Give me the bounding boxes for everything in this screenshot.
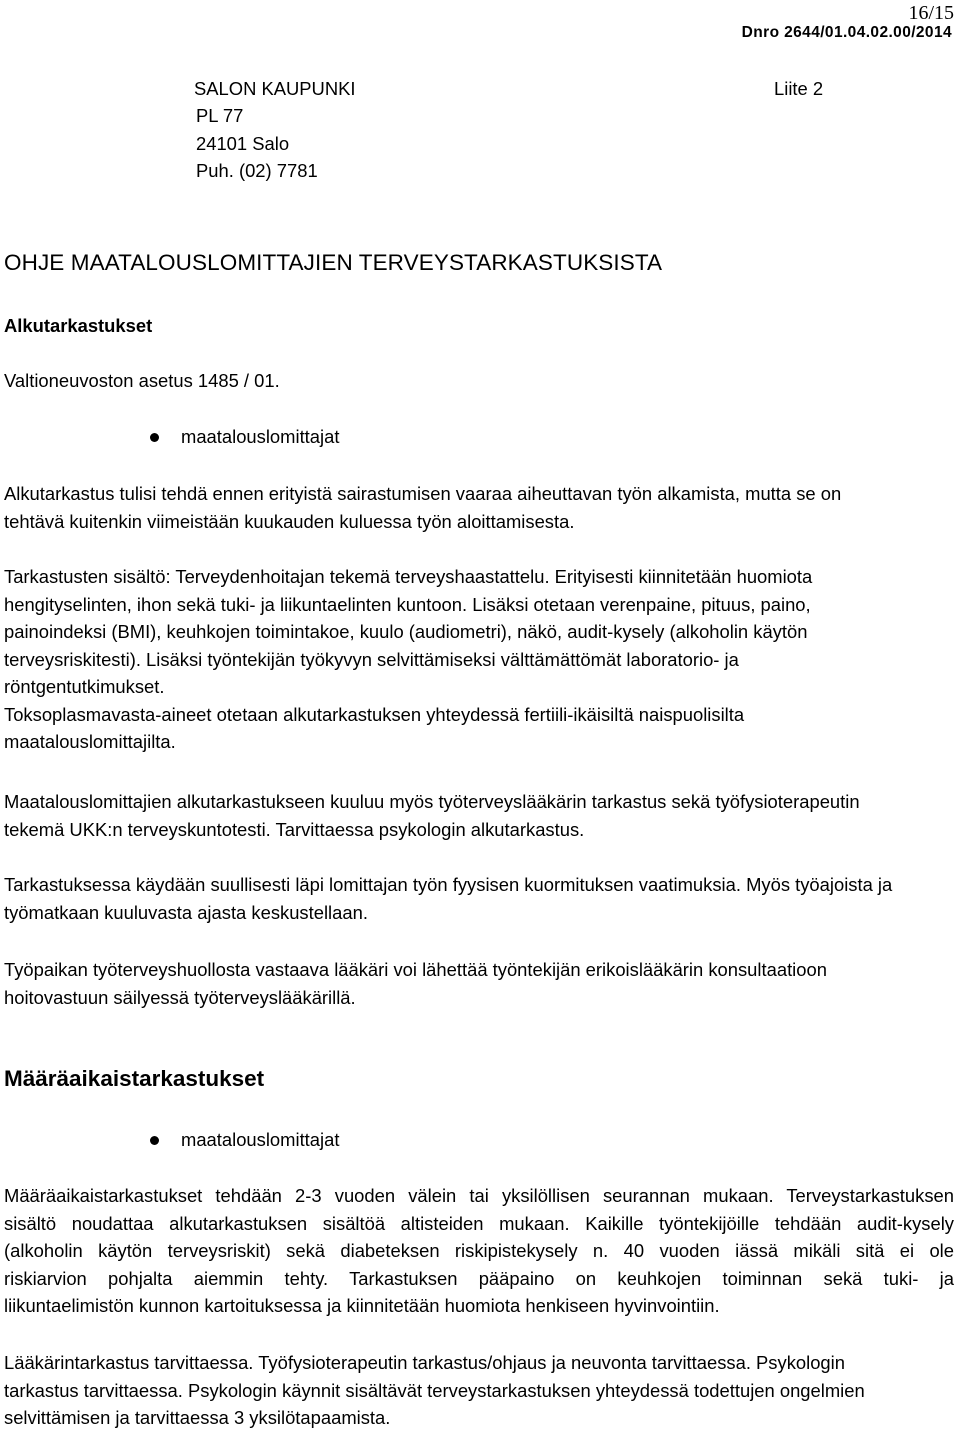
text-line: selvittämisen ja tarvittaessa 3 yksilötapaamista. [4,1407,391,1428]
paragraph [4,563,954,756]
text-line: Työpaikan työterveyshuollosta vastaava lääkäri voi lähettää työntekijän erikoislääkärin konsultaatioon [4,959,827,980]
paragraph [4,871,954,926]
text-line: terveysriskitesti). Lisäksi työntekijän työkyvyn selvittämiseksi välttämättömät laboratorio- ja [4,648,739,670]
text-line: tarkastus tarvittaessa. Psykologin käynnit sisältävät terveystarkastuksen yhteydessä todettujen ongelmien [4,1379,865,1401]
text-line: painoindeksi (BMI), keuhkojen toimintakoe, kuulo (audiometri), näkö, audit-kysely (alkoholin käytön [4,621,808,642]
text-line: liikuntaelimistön kunnon kartoituksessa ja kiinnitetään huomiota henkiseen hyvinvointiin. [4,1295,720,1316]
text-line: (alkoholin käytön terveysriskit) sekä diabeteksen riskipistekysely n. 40 vuoden iässä mikäli sitä ei ole [4,1240,954,1261]
document-title: OHJE MAATALOUSLOMITTAJIEN TERVEYSTARKASTUKSISTA [4,250,663,275]
text-line: Tarkastusten sisältö: Terveydenhoitajan tekemä terveyshaastattelu. Erityisesti kiinnitetään huomiota [4,566,813,587]
bullet-item: maatalouslomittajat [181,1129,340,1150]
text-line: Tarkastuksessa käydään suullisesti läpi lomittajan työn fyysisen kuormituksen vaatimuksia. Myös työajoista ja [4,874,893,895]
text-line: työmatkaan kuuluvasta ajasta keskustellaan. [4,901,368,923]
po-box: PL 77 [196,105,244,126]
paragraph [4,1349,954,1432]
phone-number: Puh. (02) 7781 [196,160,318,181]
text-line: maatalouslomittajilta. [4,731,176,752]
text-line: Alkutarkastus tulisi tehdä ennen erityistä sairastumisen vaaraa aiheuttavan työn alkamista, mutta se on [4,483,842,504]
text-line: tekemä UKK:n terveyskuntotesti. Tarvittaessa psykologin alkutarkastus. [4,818,585,840]
text-line: Määräaikaistarkastukset tehdään 2-3 vuoden välein tai yksilöllisen seurannan mukaan. Terveystarkastuksen [4,1185,954,1206]
text-line: sisältö noudattaa alkutarkastuksen sisältöä altisteiden mukaan. Kaikille työntekijöille tehdään audit-kysely [4,1212,954,1234]
page-number: 16/15 [908,2,954,24]
section-heading-periodic: Määräaikaistarkastukset [4,1066,265,1091]
text-line: tehtävä kuitenkin viimeistään kuukauden kuluessa työn aloittamisesta. [4,510,575,532]
bullet-icon [150,433,159,442]
paragraph [4,480,954,535]
paragraph [4,956,954,1011]
text-line: röntgentutkimukset. [4,676,165,697]
regulation-reference: Valtioneuvoston asetus 1485 / 01. [4,370,280,391]
organization-name: SALON KAUPUNKI [194,78,356,99]
section-heading-initial: Alkutarkastukset [4,315,153,336]
attachment-label: Liite 2 [774,78,824,99]
text-line: Lääkärintarkastus tarvittaessa. Työfysioterapeutin tarkastus/ohjaus ja neuvonta tarvittaessa. Psykologin [4,1352,845,1373]
bullet-icon [150,1136,159,1145]
reference-number: Dnro 2644/01.04.02.00/2014 [741,24,952,41]
text-line: riskiarvion pohjalta aiemmin tehty. Tarkastuksen pääpaino on keuhkojen toiminnan sekä tuki- ja [4,1267,954,1289]
postal-address: 24101 Salo [196,133,290,154]
bullet-item: maatalouslomittajat [181,426,340,447]
text-line: Maatalouslomittajien alkutarkastukseen kuuluu myös työterveyslääkärin tarkastus sekä työfysioterapeutin [4,791,860,812]
text-line: hoitovastuun säilyessä työterveyslääkärillä. [4,986,356,1008]
paragraph [4,788,954,843]
text-line: hengityselinten, ihon sekä tuki- ja liikuntaelinten kuntoon. Lisäksi otetaan verenpaine, pituus, paino, [4,593,811,615]
text-line: Toksoplasmavasta-aineet otetaan alkutarkastuksen yhteydessä fertiili-ikäisiltä naispuolisilta [4,703,745,725]
paragraph [4,1182,954,1320]
